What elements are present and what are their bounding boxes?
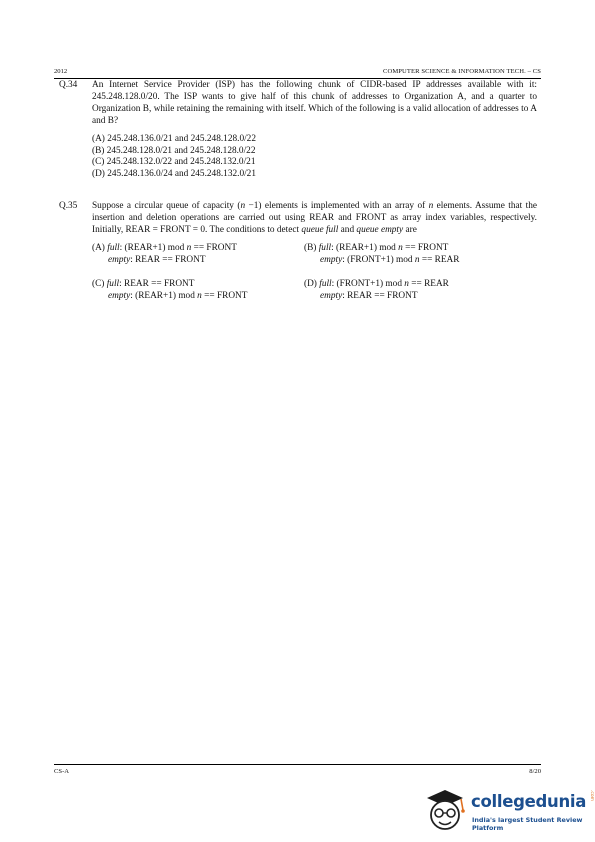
- collegedunia-logo[interactable]: [423, 782, 595, 832]
- subject-title: COMPUTER SCIENCE & INFORMATION TECH. – CS: [382, 68, 541, 75]
- mascot-icon: [423, 782, 471, 832]
- option-a: (A) 245.248.136.0/21 and 245.248.128.0/22: [92, 133, 256, 144]
- exam-year: 2012: [54, 68, 68, 75]
- option-c: (C) full: REAR == FRONT empty: (REAR+1) mod n == FRONT: [92, 278, 248, 301]
- page-header: [54, 68, 541, 79]
- page-number: 8/20: [529, 768, 541, 775]
- option-d: (D) full: (FRONT+1) mod n == REAR empty: REAR == FRONT: [304, 278, 449, 301]
- question-number: Q.34: [59, 80, 78, 90]
- question-number: Q.35: [59, 201, 78, 211]
- question-text: Suppose a circular queue of capacity (n −1) elements is implemented with an array of n elements. Assume that the insertion and deletion operations are carried out using REAR and FRONT as array index variables, respectively. Initially, REAR = FRONT = 0. The conditions to detect queue full and queue empty are: [92, 201, 537, 235]
- question-35: [59, 201, 537, 313]
- options-list: [92, 134, 537, 182]
- question-text: An Internet Service Provider (ISP) has the following chunk of CIDR-based IP addresses available with it: 245.248.128.0/20. The ISP wants to give half of this chunk of addresses to Organization A, and a quarter to Organization B, while retaining the remaining with itself. Which of the following is a valid allocation of addresses to A and B?: [92, 80, 537, 126]
- brand-name: collegedunia: [471, 792, 587, 811]
- option-b: (B) 245.248.128.0/21 and 245.248.128.0/22: [92, 145, 256, 156]
- page-footer: [54, 764, 541, 777]
- paper-code: CS-A: [54, 768, 70, 775]
- option-b: (B) full: (REAR+1) mod n == FRONT empty: (FRONT+1) mod n == REAR: [304, 242, 460, 265]
- option-a: (A) full: (REAR+1) mod n == FRONT empty: REAR == FRONT: [92, 242, 237, 265]
- question-34: [59, 80, 537, 181]
- brand-domain: .com: [589, 790, 594, 802]
- option-c: (C) 245.248.132.0/22 and 245.248.132.0/21: [92, 157, 256, 168]
- options-grid: [92, 243, 537, 313]
- option-d: (D) 245.248.136.0/24 and 245.248.132.0/21: [92, 169, 256, 180]
- brand-tagline: India's largest Student Review Platform: [472, 816, 583, 832]
